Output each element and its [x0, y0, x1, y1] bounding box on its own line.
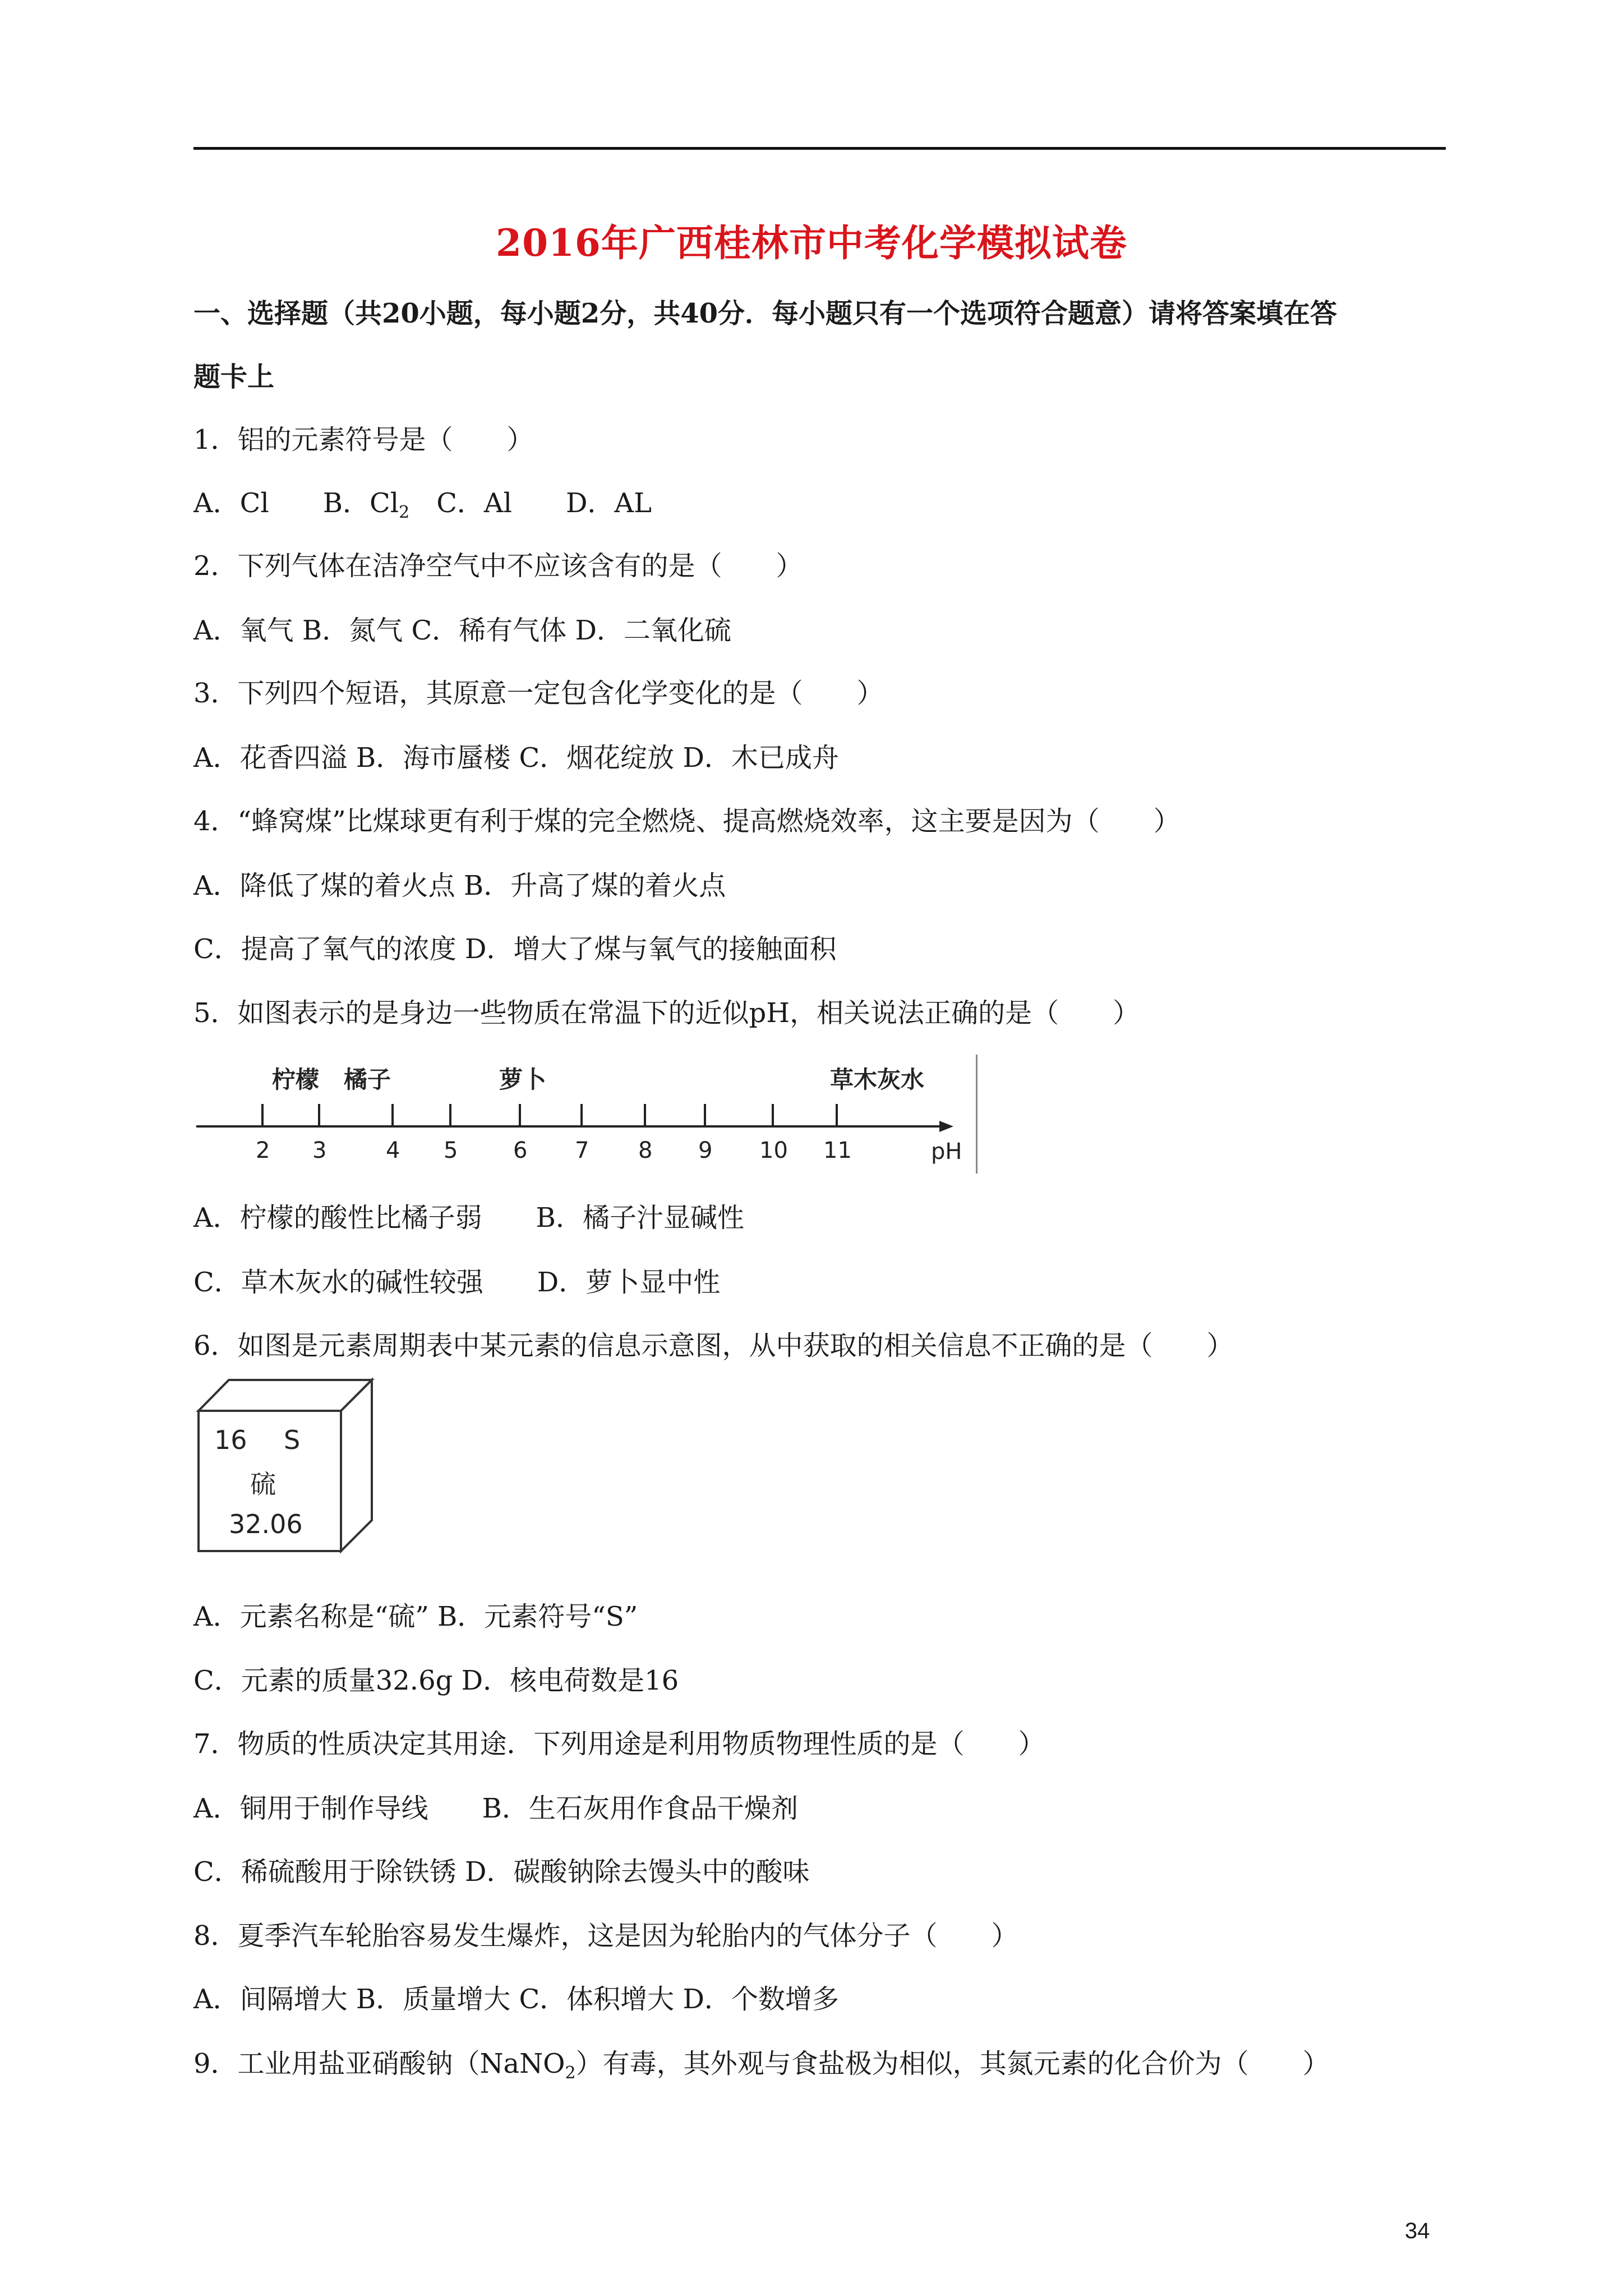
question-5-stem: 5．如图表示的是身边一些物质在常温下的近似pH，相关说法正确的是（ ）	[193, 997, 1140, 1029]
ph-tick-label: 9	[698, 1138, 713, 1163]
question-1-stem: 1．铝的元素符号是（ ）	[193, 424, 534, 455]
question-6-options-2: C．元素的质量32.6g D．核电荷数是16	[193, 1665, 679, 1696]
element-card-figure	[195, 1377, 375, 1554]
ph-label-radish: 萝卜	[499, 1066, 547, 1093]
question-2-options: A．氧气 B．氮气 C．稀有气体 D．二氧化硫	[193, 615, 731, 646]
ph-tick-label: 3	[312, 1138, 327, 1163]
question-5-options-1: A．柠檬的酸性比橘子弱 B．橘子汁显碱性	[193, 1202, 744, 1234]
question-1-options: A．Cl B．$Cl_2$ C．Al D．AL	[193, 487, 652, 522]
question-5-options-2: C．草木灰水的碱性较强 D．萝卜显中性	[193, 1267, 721, 1298]
section-heading: 一、选择题（共20小题，每小题2分，共40分．每小题只有一个选项符合题意）请将答案填在答	[193, 298, 1337, 329]
page-number: 34	[1405, 2219, 1430, 2243]
ph-tick-label: 2	[256, 1138, 270, 1163]
ph-label-orange: 橘子	[344, 1066, 391, 1093]
question-3-stem: 3．下列四个短语，其原意一定包含化学变化的是（ ）	[193, 678, 884, 709]
element-symbol: S	[284, 1425, 301, 1455]
question-7-stem: 7．物质的性质决定其用途．下列用途是利用物质物理性质的是（ ）	[193, 1728, 1045, 1760]
ph-tick-label: 6	[513, 1138, 528, 1163]
element-name: 硫	[250, 1469, 276, 1499]
question-8-options: A．间隔增大 B．质量增大 C．体积增大 D．个数增多	[193, 1984, 839, 2015]
question-8-stem: 8．夏季汽车轮胎容易发生爆炸，这是因为轮胎内的气体分子（ ）	[193, 1920, 1018, 1952]
ph-tick-label: 5	[444, 1138, 458, 1163]
element-atomic-mass: 32.06	[229, 1509, 303, 1539]
ph-label-ash-water: 草木灰水	[830, 1066, 925, 1093]
ph-axis-label: pH	[931, 1139, 962, 1165]
question-4-options-1: A．降低了煤的着火点 B．升高了煤的着火点	[193, 870, 726, 901]
section-heading-cont: 题卡上	[193, 361, 275, 393]
ph-tick-label: 4	[386, 1138, 400, 1163]
question-7-options-2: C．稀硫酸用于除铁锈 D．碳酸钠除去馒头中的酸味	[193, 1856, 810, 1888]
ph-label-lemon: 柠檬	[272, 1066, 320, 1093]
question-6-stem: 6．如图是元素周期表中某元素的信息示意图，从中获取的相关信息不正确的是（ ）	[193, 1330, 1234, 1361]
header-rule	[193, 147, 1446, 150]
ph-scale-figure	[193, 1055, 978, 1174]
question-6-options-1: A．元素名称是“硫” B．元素符号“S”	[193, 1601, 638, 1632]
page-title: 2016年广西桂林市中考化学模拟试卷	[496, 221, 1127, 265]
question-7-options-1: A．铜用于制作导线 B．生石灰用作食品干燥剂	[193, 1793, 798, 1824]
ph-tick-label: 11	[823, 1138, 852, 1163]
question-2-stem: 2．下列气体在洁净空气中不应该含有的是（ ）	[193, 550, 803, 582]
question-4-options-2: C．提高了氧气的浓度 D．增大了煤与氧气的接触面积	[193, 933, 837, 965]
question-9-stem: 9．工业用盐亚硝酸钠（NaNO$_2$）有毒，其外观与食盐极为相似，其氮元素的化合价为（ ）	[193, 2048, 1330, 2083]
element-atomic-number: 16	[214, 1425, 247, 1455]
ph-tick-label: 7	[575, 1138, 589, 1163]
question-4-stem: 4．“蜂窝煤”比煤球更有利于煤的完全燃烧、提高燃烧效率，这主要是因为（ ）	[193, 806, 1181, 837]
ph-tick-label: 10	[759, 1138, 788, 1163]
ph-tick-label: 8	[638, 1138, 653, 1163]
question-3-options: A．花香四溢 B．海市蜃楼 C．烟花绽放 D．木已成舟	[193, 742, 839, 774]
